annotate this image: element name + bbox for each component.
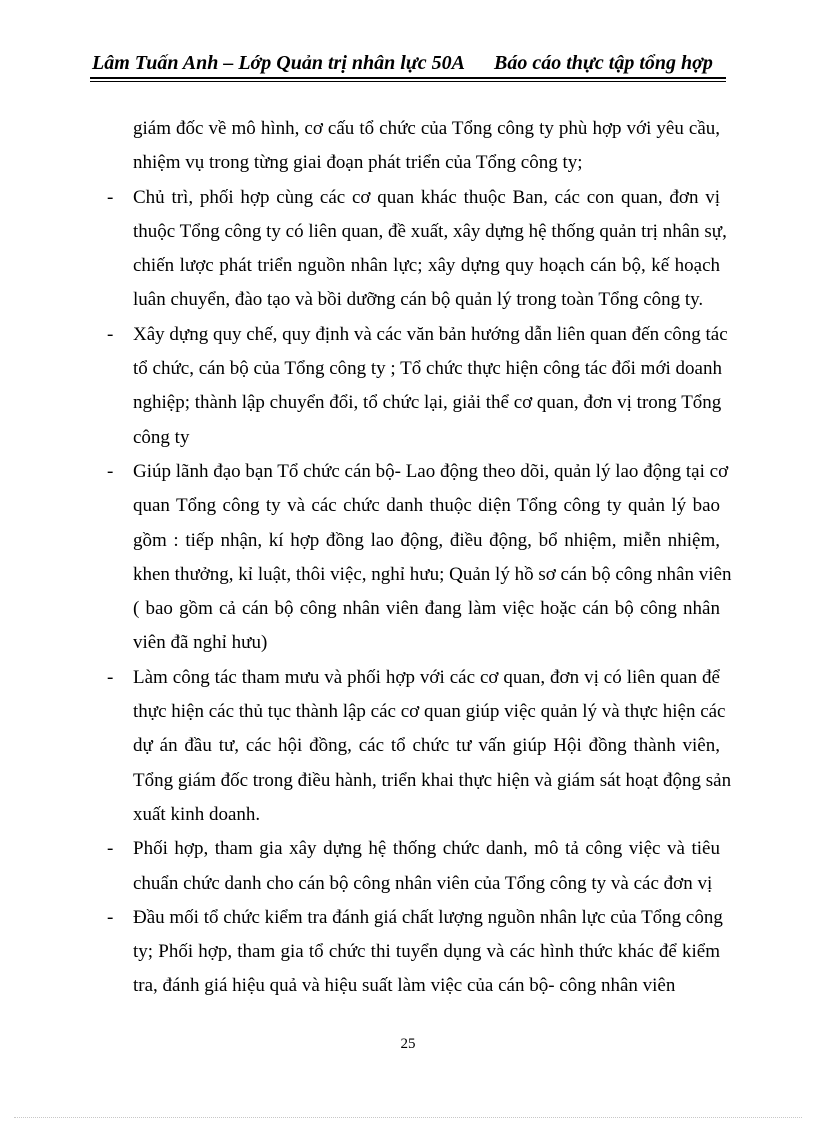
text-line: công ty [133,426,190,448]
text-line: chuẩn chức danh cho cán bộ công nhân viên của Tổng công ty và các đơn vị [133,872,713,894]
text-line: xuất kinh doanh. [133,803,261,825]
text-line: dự án đầu tư, các hội đồng, các tổ chức tư vấn giúp Hội đồng thành viên, [133,735,720,757]
bullet-item [0,181,816,318]
document-body [0,112,816,1004]
continued-paragraph [0,112,816,181]
text-line: chiến lược phát triển nguồn nhân lực; xây dựng quy hoạch cán bộ, kế hoạch [133,255,720,277]
text-line: tổ chức, cán bộ của Tổng công ty ; Tổ chức thực hiện công tác đổi mới doanh [133,358,722,380]
bullet-item [0,901,816,1004]
header-rule-thin [90,81,726,82]
text-line: nghiệp; thành lập chuyển đổi, tổ chức lại, giải thể cơ quan, đơn vị trong Tổng [133,392,722,414]
bullet-dash: - [107,838,114,860]
page-header [92,50,724,76]
bullet-dash: - [107,323,114,345]
text-line: Tổng giám đốc trong điều hành, triển khai thực hiện và giám sát hoạt động sản [133,769,732,791]
bullet-dash: - [107,666,114,688]
text-line: Phối hợp, tham gia xây dựng hệ thống chức danh, mô tả công việc và tiêu [133,838,720,860]
text-line: thực hiện các thủ tục thành lập các cơ quan giúp việc quản lý và thực hiện các [133,701,726,723]
header-author-class: Lâm Tuấn Anh – Lớp Quản trị nhân lực 50A [92,52,465,74]
text-line: Xây dựng quy chế, quy định và các văn bản hướng dẫn liên quan đến công tác [133,323,728,345]
text-line: viên đã nghỉ hưu) [133,632,268,654]
bullet-item [0,832,816,901]
bullet-dash: - [107,186,114,208]
bullet-item [0,661,816,832]
text-line: Chủ trì, phối hợp cùng các cơ quan khác thuộc Ban, các con quan, đơn vị [133,186,720,208]
page-bottom-border [14,1117,802,1118]
page-number: 25 [400,1036,416,1052]
header-report-title: Báo cáo thực tập tổng hợp [494,52,713,74]
bullet-item [0,455,816,661]
text-line: gồm : tiếp nhận, kí hợp đồng lao động, điều động, bổ nhiệm, miễn nhiệm, [133,529,720,551]
text-line: Đầu mối tổ chức kiểm tra đánh giá chất lượng nguồn nhân lực của Tổng công [133,906,723,928]
bullet-item [0,318,816,455]
text-line: tra, đánh giá hiệu quả và hiệu suất làm việc của cán bộ- công nhân viên [133,975,676,997]
text-line: ( bao gồm cả cán bộ công nhân viên đang làm việc hoặc cán bộ công nhân [133,598,720,620]
bullet-dash: - [107,460,114,482]
text-line: quan Tổng công ty và các chức danh thuộc diện Tổng công ty quản lý bao [133,495,720,517]
header-rule-thick [90,77,726,79]
text-line: ty; Phối hợp, tham gia tổ chức thi tuyển dụng và các hình thức khác để kiểm [133,941,720,963]
text-line: giám đốc về mô hình, cơ cấu tổ chức của Tổng công ty phù hợp với yêu cầu, [133,118,720,139]
text-line: Làm công tác tham mưu và phối hợp với các cơ quan, đơn vị có liên quan để [133,666,720,688]
text-line: thuộc Tổng công ty có liên quan, đề xuất, xây dựng hệ thống quản trị nhân sự, [133,220,727,242]
text-line: Giúp lãnh đạo bạn Tổ chức cán bộ- Lao động theo dõi, quản lý lao động tại cơ [133,460,729,482]
bullet-dash: - [107,906,114,928]
text-line: luân chuyển, đào tạo và bồi dưỡng cán bộ quản lý trong toàn Tổng công ty. [133,289,704,311]
text-line: khen thưởng, kỉ luật, thôi việc, nghỉ hưu; Quản lý hồ sơ cán bộ công nhân viên [133,563,732,585]
text-line: nhiệm vụ trong từng giai đoạn phát triển của Tổng công ty; [133,152,583,174]
